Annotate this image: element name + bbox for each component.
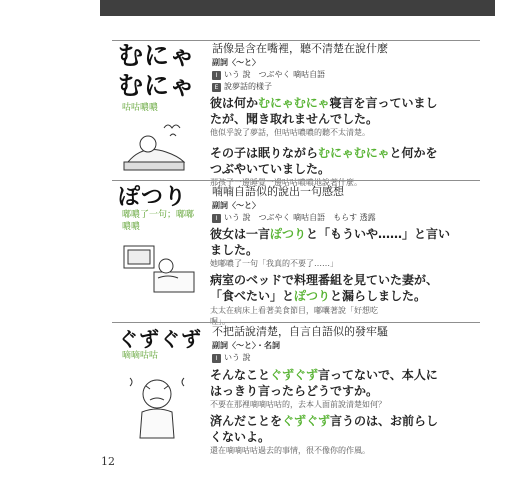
page-number: 12 (101, 455, 115, 468)
example-translation: 還在嘀嘀咕咕過去的事情，很不像你的作風。 (210, 446, 370, 455)
entry-word-line1: むにゃ (118, 41, 196, 70)
example-sentence: 彼女は一言ぽつりと「もういや……」と言い (210, 227, 451, 241)
entry-gloss: 嘟噥了一句；嘟嘟噥噥 (122, 210, 195, 232)
example-sentence: そんなことぐずぐず言ってないで、本人に (210, 368, 438, 382)
example-sentence-cont: 「食べたい」とぽつりと漏らしました。 (210, 289, 427, 303)
example-sentence: 彼は何かむにゃむにゃ寝言を言っていまし (210, 96, 438, 110)
entry-gloss: 嘀嘀咕咕 (122, 351, 159, 361)
entry-word: ぐずぐず (118, 327, 202, 351)
example-translation: 太太在病床上看著美食節目，嘟囔著說「好想吃 (210, 306, 378, 315)
example-translation: 那孩子一邊睡覺一邊咕咕噥噥地說著什麼。 (210, 178, 362, 187)
related-words: I いう 說 つぶやく 嘀咕自語 もらす 透露 (212, 212, 376, 224)
entry-word-line2: むにゃ (118, 71, 196, 100)
part-of-speech: 副詞〈～と〉 (212, 201, 260, 210)
example-sentence-cont: つぶやいていました。 (210, 162, 331, 176)
related-words: I いう 說 (212, 352, 251, 364)
part-of-speech: 副詞〈～と〉・名詞 (212, 341, 280, 350)
scene-note: E 說夢話的樣子 (212, 81, 272, 93)
example-sentence-cont: ました。 (210, 243, 259, 257)
example-translation-cont: 喔」。 (210, 317, 230, 326)
entry-divider (112, 180, 480, 181)
top-header-bar (100, 0, 495, 16)
related-icon: I (212, 71, 221, 80)
part-of-speech: 副詞〈～と〉 (212, 58, 260, 67)
related-icon: I (212, 354, 221, 363)
example-sentence: 病室のベッドで料理番組を見ていた妻が、 (210, 273, 439, 287)
grumbling-person-illustration (124, 372, 190, 444)
entry-heading: 喃喃自語似的說出一句感想 (212, 185, 344, 198)
example-translation: 她嘟噥了一句「我真的不要了……」 (210, 259, 338, 268)
example-sentence: 済んだことをぐずぐず言うのは、お前らし (210, 414, 439, 428)
example-translation: 不要在那裡嘀嘀咕咕的，去本人面前說清楚如何？ (210, 400, 386, 409)
entry-heading: 不把話說清楚，自言自語似的發牢騷 (212, 325, 388, 338)
related-icon: I (212, 214, 221, 223)
example-sentence-cont: たが、聞き取れませんでした。 (210, 112, 379, 126)
example-sentence-cont: くないよ。 (210, 430, 271, 444)
entry-word: ぽつり (118, 185, 188, 210)
example-sentence-cont: はっきり言ったらどうですか。 (210, 384, 379, 398)
entry-heading: 話像是含在嘴裡，聽不清楚在說什麼 (212, 42, 388, 55)
entry-gloss: 咕咕噥噥 (122, 103, 159, 113)
related-words: I いう 說 つぶやく 嘀咕自語 (212, 69, 325, 81)
example-icon: E (212, 83, 221, 92)
hospital-bed-tv-illustration (118, 240, 200, 302)
sleeping-person-illustration (118, 118, 198, 178)
example-translation: 他似乎說了夢話，但咕咕噥噥的聽不太清楚。 (210, 128, 370, 137)
example-sentence: その子は眠りながらむにゃむにゃと何かを (210, 146, 438, 160)
